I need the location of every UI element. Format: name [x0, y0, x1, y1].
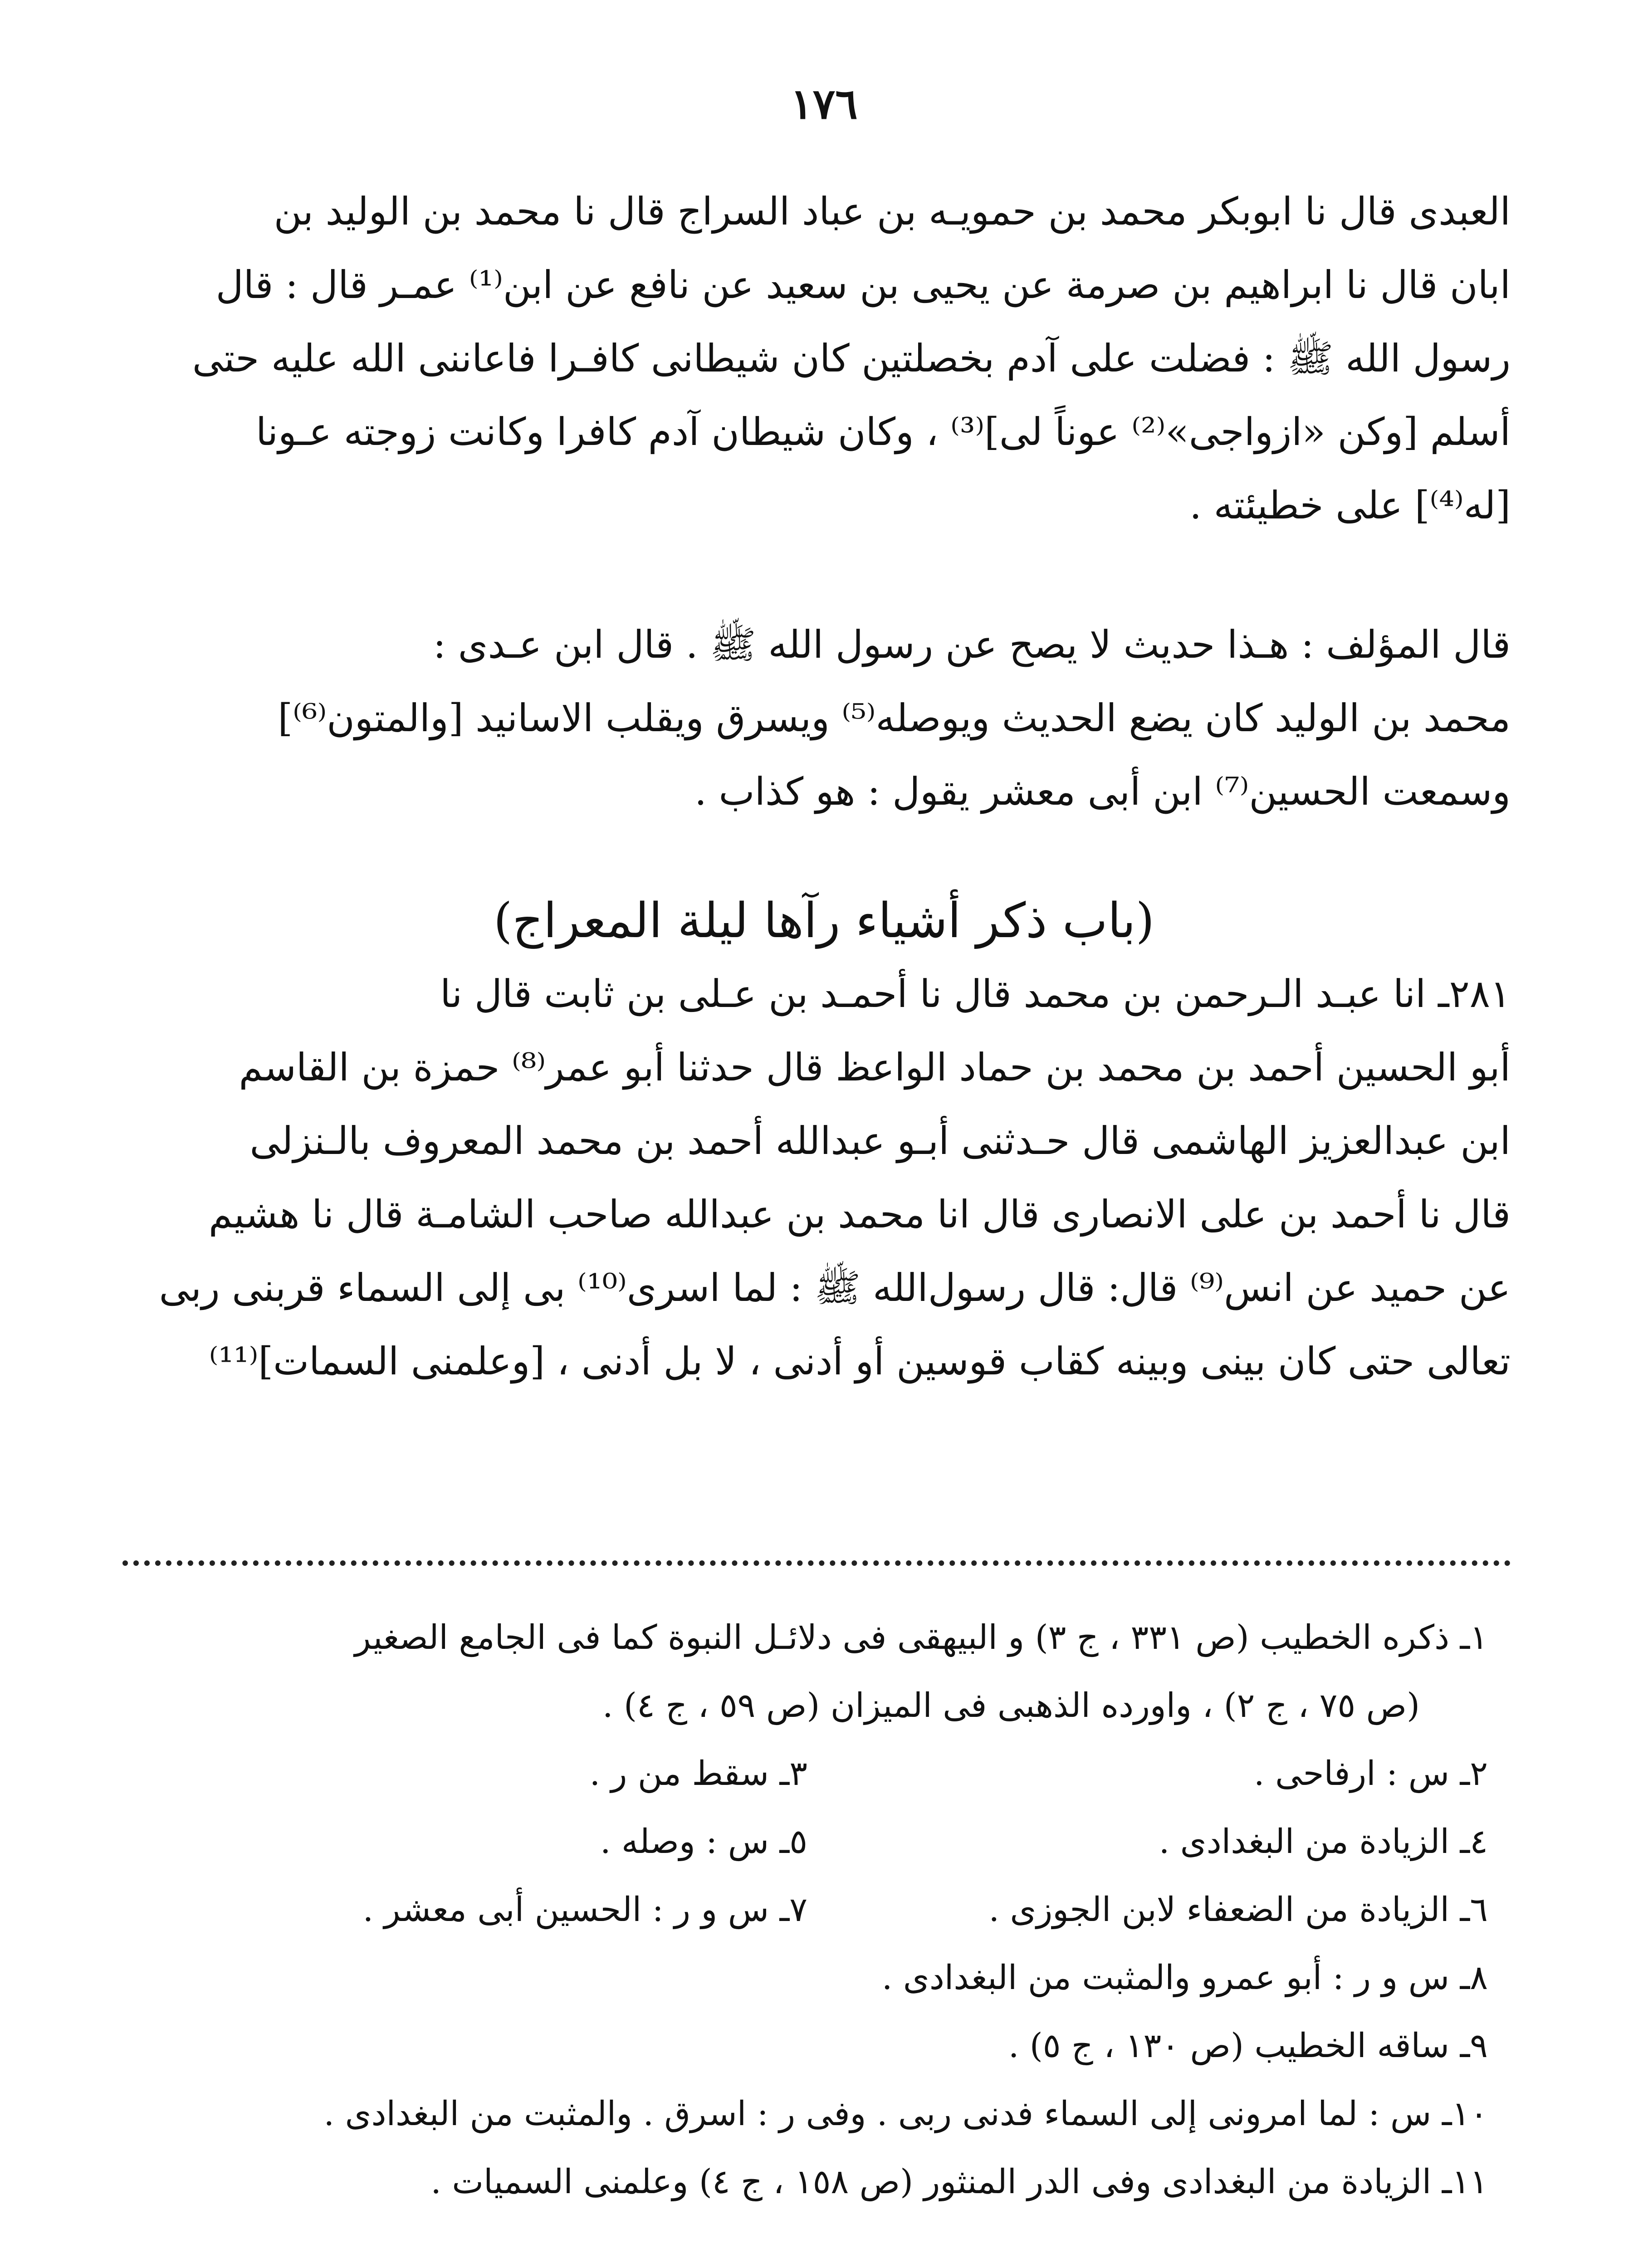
text-line: أسلم [وكن «ازواجى»⁽²⁾ عوناً لى]⁽³⁾ ، وكان شيطان آدم كافرا وكانت زوجته عـونا: [256, 410, 1511, 454]
text-line: وسمعت الحسين⁽⁷⁾ ابن أبى معشر يقول : هو كذاب .: [694, 769, 1511, 814]
footnote-3: ٣ـ سقط من ر .: [589, 1754, 807, 1793]
text-line: ٢٨١ـ انا عبـد الـرحمن بن محمد قال نا أحمـد بن عـلى بن ثابت قال نا: [440, 972, 1511, 1016]
footnote-10: ١٠ـ س : لما امرونى إلى السماء فدنى ربى . وفى ر : اسرق . والمثبت من البغدادى .: [323, 2094, 1488, 2133]
footnote-5: ٥ـ س : وصله .: [600, 1822, 807, 1861]
paragraph-hadith-adam: [122, 175, 1511, 542]
text-line: محمد بن الوليد كان يضع الحديث ويوصله⁽⁵⁾ ويسرق ويقلب الاسانيد [والمتون⁽⁶⁾]: [278, 696, 1511, 740]
paragraph-hadith-281: [122, 957, 1511, 1398]
text-line: العبدى قال نا ابوبكر محمد بن حمويـه بن عباد السراج قال نا محمد بن الوليد بن: [274, 189, 1511, 234]
footnote-7: ٧ـ س و ر : الحسين أبى معشر .: [362, 1890, 807, 1929]
paragraph-author-comment: [122, 608, 1511, 828]
chapter-heading: (باب ذكر أشياء رآها ليلة المعراج): [494, 893, 1154, 948]
footnote-1-continued: (ص ٧٥ ، ج ٢) ، واورده الذهبى فى الميزان (ص ٥٩ ، ج ٤) .: [602, 1686, 1420, 1725]
footnote-separator: [122, 1560, 1511, 1566]
footnote-6: ٦ـ الزيادة من الضعفاء لابن الجوزى .: [988, 1890, 1488, 1929]
footnotes: [181, 1603, 1488, 2216]
text-line: ابن عبدالعزيز الهاشمى قال حـدثنى أبـو عبدالله أحمد بن محمد المعروف بالـنزلى: [249, 1119, 1511, 1163]
footnote-9: ٩ـ ساقه الخطيب (ص ١٣٠ ، ج ٥) .: [1008, 2026, 1488, 2065]
text-line: عن حميد عن انس⁽⁹⁾ قال: قال رسول‌الله ﷺ : لما اسرى⁽¹⁰⁾ بى إلى السماء قربنى ربى: [159, 1266, 1511, 1310]
text-line: تعالى حتى كان بينى وبينه كقاب قوسين أو أدنى ، لا بل أدنى ، [وعلمنى السمات]⁽¹¹⁾: [209, 1339, 1511, 1383]
footnote-11: ١١ـ الزيادة من البغدادى وفى الدر المنثور (ص ١٥٨ ، ج ٤) وعلمنى السميات .: [430, 2162, 1488, 2201]
page-number: ١٧٦: [790, 79, 858, 128]
text-line: رسول الله ﷺ : فضلت على آدم بخصلتين كان شيطانى كافـرا فاعاننى الله عليه حتى: [192, 336, 1511, 381]
text-line: قال المؤلف : هـذا حديث لا يصح عن رسول الله ﷺ . قال ابن عـدى :: [433, 622, 1511, 667]
text-line: أبو الحسين أحمد بن محمد بن حماد الواعظ قال حدثنا أبو عمر⁽⁸⁾ حمزة بن القاسم: [239, 1045, 1511, 1090]
text-line: [له⁽⁴⁾] على خطيئته .: [1189, 483, 1511, 528]
text-line: قال نا أحمد بن على الانصارى قال انا محمد بن عبدالله صاحب الشامـة قال نا هشيم: [208, 1192, 1511, 1237]
text-line: ابان قال نا ابراهيم بن صرمة عن يحيى بن سعيد عن نافع عن ابن⁽¹⁾ عمـر قال : قال: [215, 263, 1511, 307]
footnote-row: [181, 1876, 1488, 1944]
footnote-1: ١ـ ذكره الخطيب (ص ٣٣١ ، ج ٣) و البيهقى فى دلائـل النبوة كما فى الجامع الصغير: [354, 1618, 1488, 1657]
footnote-2: ٢ـ س : ارفاحى .: [1254, 1754, 1488, 1793]
footnote-row: [181, 1808, 1488, 1876]
footnote-8: ٨ـ س و ر : أبو عمرو والمثبت من البغدادى .: [881, 1958, 1488, 1997]
footnote-4: ٤ـ الزيادة من البغدادى .: [1159, 1822, 1488, 1861]
footnote-row: [181, 1740, 1488, 1808]
